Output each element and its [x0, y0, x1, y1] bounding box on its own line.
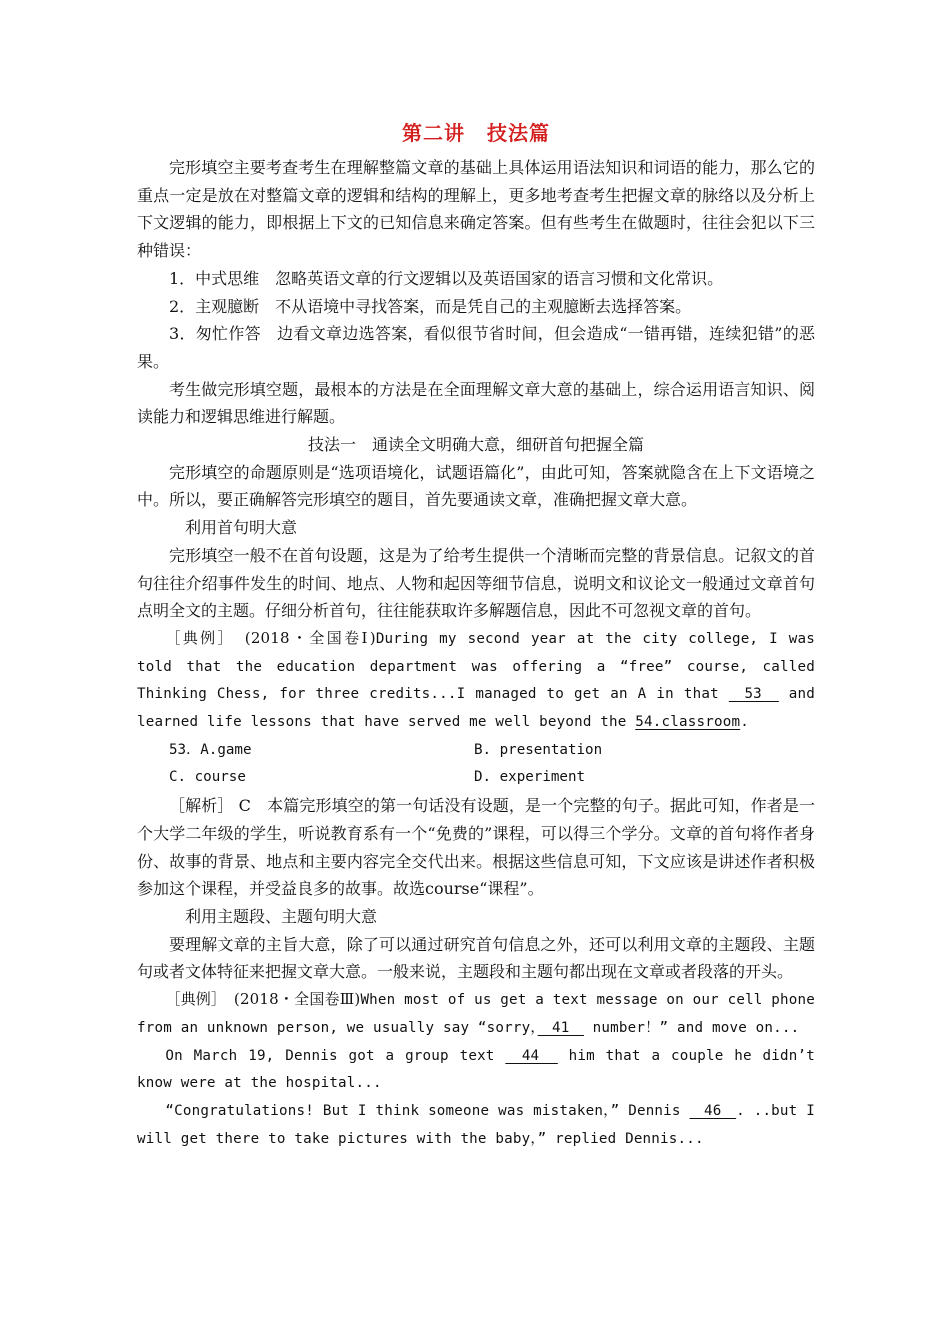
technique1-heading: 技法一 通读全文明确大意，细研首句把握全篇: [307, 435, 644, 455]
example1: [137, 625, 815, 737]
intro-paragraph: 完形填空主要考查考生在理解整篇文章的基础上具体运用语法知识和词语的能力，那么它的重点一定是放在对整篇文章的逻辑和结构的理解上，更多地考查考生把握文章的脉络以及分析上下文逻辑的能力，即根据上下文的已知信息来确定答案。但有些考生在做题时，往往会犯以下三种错误：: [137, 158, 815, 261]
sub1-heading: 利用首句明大意: [185, 518, 298, 538]
example2-text-3a: “Congratulations! But I think someone was mistaken，” Dennis: [165, 1102, 690, 1119]
option-c: C. course: [169, 769, 246, 786]
error-item-3: 3．匆忙作答 边看文章边选答案，看似很节省时间，但会造成“一错再错，连续犯错”的恶果。: [137, 324, 815, 371]
sub2-body: 要理解文章的主旨大意，除了可以通过研究首句信息之外，还可以利用文章的主题段、主题句或者文体特征来把握文章大意。一般来说，主题段和主题句都出现在文章或者段落的开头。: [137, 934, 815, 982]
analysis-answer: C: [238, 796, 251, 816]
options-row-2: [137, 764, 815, 792]
example2-line3: [137, 1098, 815, 1153]
option-b: B. presentation: [474, 741, 603, 758]
blank-53: 53: [728, 686, 779, 703]
method-summary: 考生做完形填空题，最根本的方法是在全面理解文章大意的基础上，综合运用语言知识、阅读能力和逻辑思维进行解题。: [137, 379, 815, 427]
example2-text-1a: When most of us get a text message on our cell phone from an unknown person, we usually say “sorry，: [137, 992, 816, 1036]
options-row-1: [137, 737, 815, 765]
blank-54: 54.classroom: [635, 714, 741, 731]
example1-end: .: [740, 714, 749, 731]
example2-text-3b: . ..but I will get there to take pictures with the baby，” replied Dennis...: [137, 1102, 815, 1147]
example1-text: During my second year at the city college, I was told that the education department was offering a “free” course, called Thinking Chess, for three credits...I managed to get an A in that: [137, 630, 815, 703]
blank-46: 46: [689, 1102, 737, 1119]
example2-text-2b: him that a couple he didn’t know were at the hospital...: [137, 1047, 815, 1092]
blank-44: 44: [505, 1047, 558, 1064]
example2-text-1b: number！” and move on...: [583, 1019, 800, 1036]
sub2-heading: 利用主题段、主题句明大意: [185, 906, 378, 926]
sub1-body: 完形填空一般不在首句设题，这是为了给考生提供一个清晰而完整的背景信息。记叙文的首句往往介绍事件发生的时间、地点、人物和起因等细节信息，说明文和议论文一般通过文章首句点明全文的主题。仔细分析首句，往往能获取许多解题信息，因此不可忽视文章的首句。: [137, 545, 815, 621]
blank-41: 41: [537, 1019, 584, 1036]
example2-text-2a: On March 19, Dennis got a group text: [165, 1047, 506, 1064]
title-part1: 第二讲: [402, 121, 465, 145]
example2-line1: [137, 986, 815, 1042]
error-item-1: 1．中式思维 忽略英语文章的行文逻辑以及英语国家的语言习惯和文化常识。: [169, 268, 724, 288]
document-page: [137, 118, 815, 1153]
technique1-intro: 完形填空的命题原则是“选项语境化，试题语篇化”，由此可知，答案就隐含在上下文语境之中。所以，要正确解答完形填空的题目，首先要通读文章，准确把握文章大意。: [137, 462, 815, 510]
option-d: D. experiment: [474, 769, 586, 786]
analysis-body: 本篇完形填空的第一句话没有设题，是一个完整的句子。据此可知，作者是一个大学二年级的学生，听说教育系有一个“免费的”课程，可以得三个学分。文章的首句将作者身份、故事的背景、地点和主要内容完全交代出来。根据这些信息可知，下文应该是讲述作者积极参加这个课程，并受益良多的故事。故选course“课程”。: [137, 796, 815, 899]
error-item-2: 2．主观臆断 不从语境中寻找答案，而是凭自己的主观臆断去选择答案。: [169, 296, 692, 316]
example2-prefix: ［典例］ (2018・全国卷Ⅲ): [165, 990, 361, 1009]
page-title: [137, 118, 815, 148]
example1-text2: and learned life lessons that have served me well beyond the: [137, 686, 816, 731]
title-part2: 技法篇: [487, 121, 550, 145]
example2-line2: [137, 1043, 815, 1098]
option-a: 53．A.game: [169, 741, 252, 758]
analysis-label: ［解析］: [169, 796, 234, 816]
example1-prefix: ［典例］ (2018・全国卷Ⅰ): [165, 628, 376, 647]
analysis-paragraph: [137, 792, 815, 903]
